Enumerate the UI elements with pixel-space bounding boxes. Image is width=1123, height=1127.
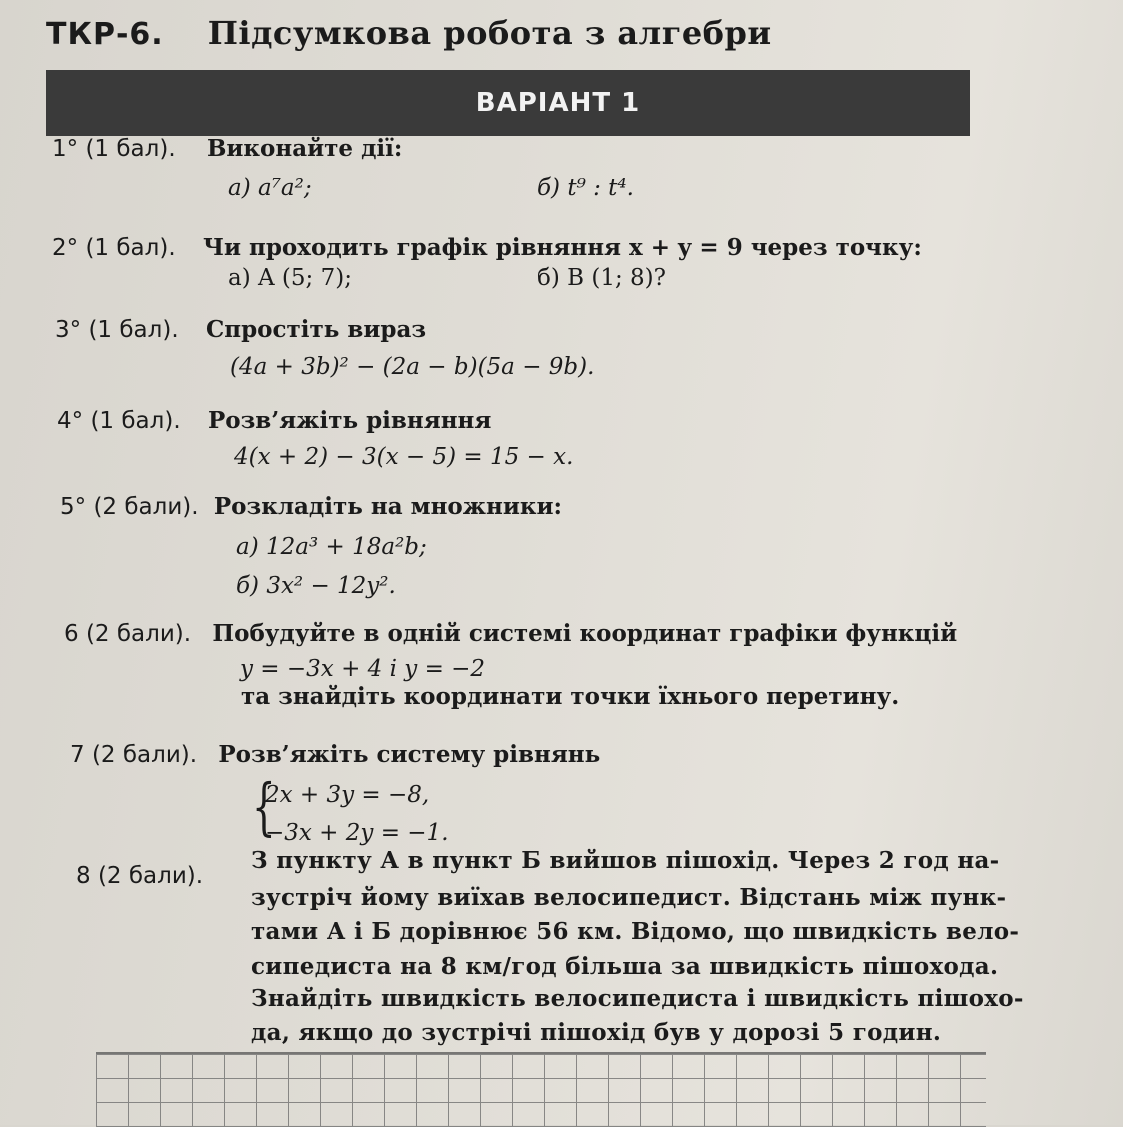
task-1-number: 1° (1 бал). [52, 136, 176, 162]
task-4-text: Розв’яжіть рівняння [207, 407, 492, 434]
task-5-number: 5° (2 бали). [60, 494, 199, 520]
task-7-number: 7 (2 бали). [70, 742, 198, 768]
task-1-option-b: б) t⁹ : t⁴. [537, 175, 634, 201]
task-8-line-6: да, якщо до зустрічі пішохід був у дорозі 5 годин. [251, 1019, 942, 1046]
page-header [46, 14, 772, 64]
task-3-expression: (4a + 3b)² − (2a − b)(5a − 9b). [230, 354, 595, 380]
task-2-heading [52, 234, 922, 262]
task-7-equation-1: 2x + 3y = −8, [265, 782, 430, 808]
task-2-option-a: а) A (5; 7); [228, 265, 352, 291]
system-brace-icon: { [252, 770, 276, 843]
task-6-heading [64, 620, 957, 648]
task-8-line-4: сипедиста на 8 км/год більша за швидкість пішохода. [251, 953, 999, 980]
answer-grid [96, 1052, 986, 1127]
page-title: Підсумкова робота з алгебри [207, 14, 772, 52]
task-5-option-b: б) 3x² − 12y². [236, 573, 396, 599]
task-7-text: Розв’яжіть систему рівнянь [218, 741, 601, 768]
task-1-heading [52, 135, 402, 163]
task-5-heading [60, 493, 562, 521]
task-4-heading [57, 407, 491, 435]
task-6-number: 6 (2 бали). [64, 621, 192, 647]
task-3-heading [55, 316, 426, 344]
task-8-heading [76, 862, 203, 890]
task-7-equation-2: −3x + 2y = −1. [265, 820, 449, 846]
task-5-option-a: а) 12a³ + 18a²b; [236, 534, 427, 560]
task-4-equation: 4(x + 2) − 3(x − 5) = 15 − x. [234, 444, 574, 470]
task-6-instruction: та знайдіть координати точки їхнього перетину. [241, 683, 900, 710]
task-4-number: 4° (1 бал). [57, 408, 181, 434]
task-1-option-a: а) a⁷a²; [228, 175, 312, 201]
task-8-line-5: Знайдіть швидкість велосипедиста і швидкість пішохо- [251, 985, 1024, 1012]
task-2-option-b: б) B (1; 8)? [537, 265, 666, 291]
task-1-text: Виконайте дії: [206, 135, 403, 162]
task-2-text: Чи проходить графік рівняння x + y = 9 через точку: [202, 234, 922, 261]
task-8-line-3: тами А і Б дорівнює 56 км. Відомо, що швидкість вело- [251, 918, 1020, 945]
task-8-line-2: зустріч йому виїхав велосипедист. Відстань між пунк- [251, 884, 1007, 911]
task-7-heading [70, 741, 600, 769]
variant-banner [46, 70, 970, 136]
task-6-text: Побудуйте в одній системі координат графіки функцій [212, 620, 958, 647]
task-8-line-1: З пункту А в пункт Б вийшов пішохід. Через 2 год на- [251, 847, 1000, 874]
variant-label: ВАРІАНТ 1 [475, 88, 641, 118]
task-2-number: 2° (1 бал). [52, 235, 176, 261]
task-6-functions: y = −3x + 4 і y = −2 [240, 656, 486, 682]
task-8-number: 8 (2 бали). [76, 863, 204, 889]
task-3-text: Спростіть вираз [205, 316, 427, 343]
task-3-number: 3° (1 бал). [55, 317, 179, 343]
task-5-text: Розкладіть на множники: [213, 493, 563, 520]
worksheet-code: ТКР-6. [46, 17, 164, 52]
